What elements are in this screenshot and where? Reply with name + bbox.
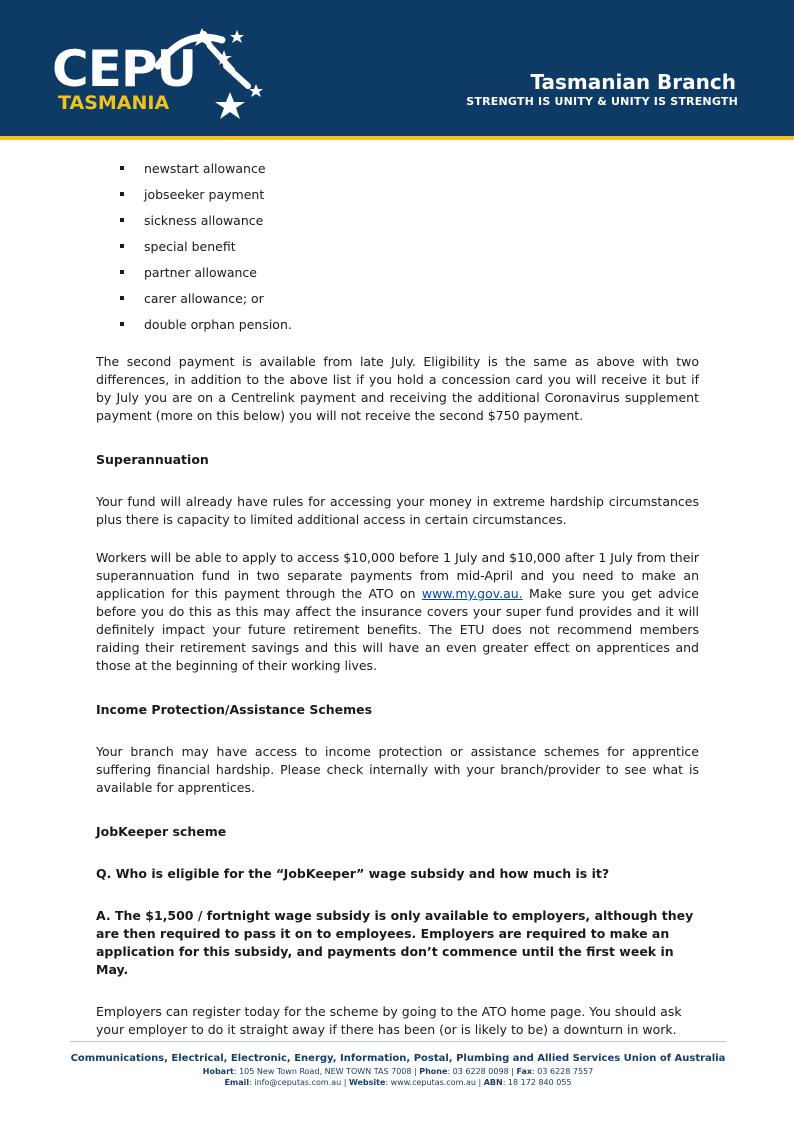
income-protection-paragraph: Your branch may have access to income protection or assistance schemes for apprentice suffering financial hardship. Please check internally with your branch/provider to see what is available for apprentices. — [96, 744, 699, 795]
branch-title: Tasmanian Branch — [530, 70, 736, 94]
bullet-icon — [120, 218, 124, 222]
list-item-text: partner allowance — [144, 265, 257, 280]
superannuation-heading: Superannuation — [96, 452, 209, 467]
website-address[interactable]: : www.ceputas.com.au | — [385, 1078, 484, 1087]
bullet-icon — [120, 166, 124, 170]
jobkeeper-answer: A. The $1,500 / fortnight wage subsidy is only available to employers, although they are then required to pass it on to employees. Employers are required to make an application for this subsidy, and payments don’t commence until the first week in May. — [96, 908, 694, 977]
list-item — [96, 264, 699, 290]
list-item — [96, 186, 699, 212]
footer-contact-line-2 — [70, 1077, 726, 1088]
list-item — [96, 212, 699, 238]
list-item — [96, 290, 699, 316]
list-item — [96, 160, 699, 186]
footer-contact-line-1 — [70, 1066, 726, 1077]
footer-organisation: Communications, Electrical, Electronic, Energy, Information, Postal, Plumbing and Allied Services Union of Australia — [70, 1053, 726, 1064]
mygov-link[interactable]: www.my.gov.au. — [421, 586, 523, 601]
super-paragraph-2-start: Workers will be able to apply to access $10,000 before 1 July and $10,000 after 1 July from their superannuation fund in two separate payments from mid-April and you need to make an application for this payment through the ATO on — [96, 550, 699, 601]
second-payment-paragraph: The second payment is available from late July. Eligibility is the same as above with two differences, in addition to the above list if you hold a concession card you will receive it but if by July you are on a Centrelink payment and receiving the additional Coronavirus supplement payment (more on this below) you will not receive the second $750 payment. — [96, 354, 699, 423]
abn-number: : 18 172 840 055 — [502, 1078, 572, 1087]
list-item-text: special benefit — [144, 239, 236, 254]
bullet-icon — [120, 270, 124, 274]
phone-label: Phone — [419, 1067, 448, 1076]
cepu-logo — [52, 26, 272, 126]
jobkeeper-question: Q. Who is eligible for the “JobKeeper” wage subsidy and how much is it? — [96, 866, 610, 881]
page-footer — [70, 1051, 726, 1088]
employer-register-paragraph: Employers can register today for the scheme by going to the ATO home page. You should ask your employer to do it straight away if there has been (or is likely to be) a downturn in work. — [96, 1004, 682, 1037]
page-header — [0, 0, 794, 136]
super-paragraph-2 — [96, 549, 699, 675]
list-item — [96, 316, 699, 342]
bullet-icon — [120, 244, 124, 248]
logo-main-text: CEPU — [52, 40, 197, 98]
phone-number: : 03 6228 0098 | — [447, 1067, 517, 1076]
email-address[interactable]: : info@ceputas.com.au | — [249, 1078, 349, 1087]
hobart-label: Hobart — [202, 1067, 234, 1076]
income-protection-heading: Income Protection/Assistance Schemes — [96, 702, 373, 717]
website-label: Website — [348, 1078, 386, 1087]
bullet-icon — [120, 322, 124, 326]
footer-divider — [70, 1041, 726, 1042]
list-item-text: double orphan pension. — [144, 317, 292, 332]
document-body — [96, 160, 699, 1039]
logo-sub-text: TASMANIA — [58, 92, 170, 114]
super-paragraph-1: Your fund will already have rules for accessing your money in extreme hardship circumstances plus there is capacity to limited additional access in certain circumstances. — [96, 494, 699, 527]
eligibility-list — [96, 160, 699, 342]
fax-label: Fax — [516, 1067, 533, 1076]
super-paragraph-2-end: Make sure you get advice before you do this as this may affect the insurance covers your super fund provides and it will definitely impact your future retirement benefits. The ETU does not recommend members raiding their retirement savings and this will have an even greater effect on apprentices and those at the beginning of their working lives. — [96, 586, 699, 673]
bullet-icon — [120, 296, 124, 300]
list-item-text: newstart allowance — [144, 161, 266, 176]
hobart-address: : 105 New Town Road, NEW TOWN TAS 7008 | — [233, 1067, 420, 1076]
bullet-icon — [120, 192, 124, 196]
fax-number: : 03 6228 7557 — [532, 1067, 594, 1076]
branch-motto: STRENGTH IS UNITY & UNITY IS STRENGTH — [466, 95, 738, 108]
list-item-text: carer allowance; or — [144, 291, 264, 306]
list-item-text: sickness allowance — [144, 213, 264, 228]
list-item — [96, 238, 699, 264]
jobkeeper-heading: JobKeeper scheme — [96, 824, 227, 839]
header-divider — [0, 136, 794, 140]
abn-label: ABN — [483, 1078, 503, 1087]
email-label: Email — [224, 1078, 250, 1087]
list-item-text: jobseeker payment — [144, 187, 265, 202]
